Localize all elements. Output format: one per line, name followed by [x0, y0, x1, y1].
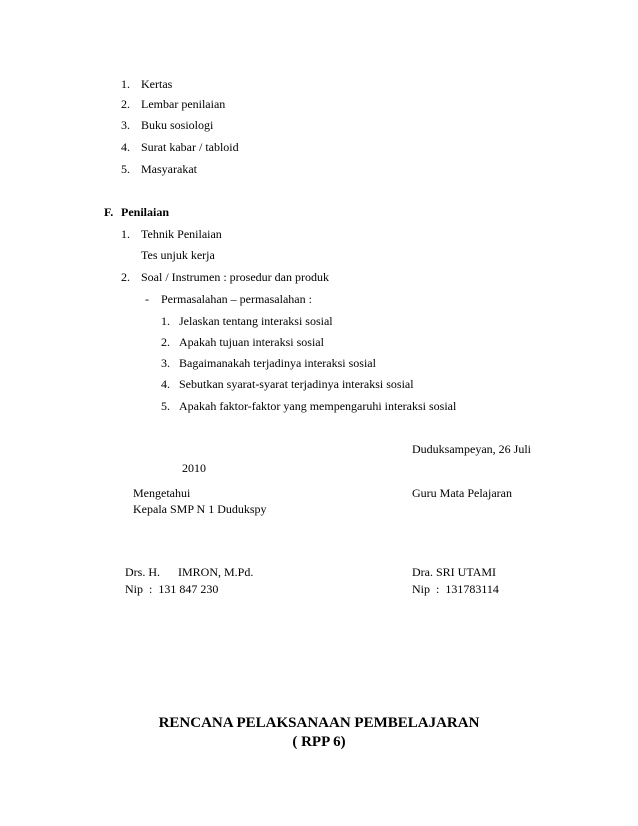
- question-number: 2.: [161, 335, 170, 349]
- question-number: 1.: [161, 314, 170, 328]
- left-signer-line1: Mengetahui: [133, 486, 191, 500]
- list-item: Masyarakat: [141, 162, 197, 176]
- question-item: Bagaimanakah terjadinya interaksi sosial: [179, 356, 376, 370]
- list-number: 1.: [121, 77, 130, 91]
- question-item: Apakah tujuan interaksi sosial: [179, 335, 324, 349]
- left-signer-nip: Nip : 131 847 230: [125, 582, 219, 596]
- sub-heading: Permasalahan – permasalahan :: [161, 292, 312, 306]
- left-signer-title: Kepala SMP N 1 Dudukspy: [133, 502, 267, 516]
- list-item: Tehnik Penilaian: [141, 227, 222, 241]
- right-signer-name: Dra. SRI UTAMI: [412, 565, 497, 579]
- teknik-value: Tes unjuk kerja: [141, 248, 215, 262]
- list-item: Soal / Instrumen : prosedur dan produk: [141, 270, 329, 284]
- left-signer-name: Drs. H. IMRON, M.Pd.: [125, 565, 254, 579]
- list-number: 3.: [121, 118, 130, 132]
- page-subtitle: ( RPP 6): [292, 734, 346, 750]
- list-number: 2.: [121, 270, 130, 284]
- question-number: 4.: [161, 377, 170, 391]
- list-item: Lembar penilaian: [141, 97, 226, 111]
- question-item: Sebutkan syarat-syarat terjadinya interaksi sosial: [179, 377, 414, 391]
- section-heading: Penilaian: [121, 205, 170, 219]
- date-year: 2010: [182, 461, 206, 475]
- list-number: 5.: [121, 162, 130, 176]
- list-item: Surat kabar / tabloid: [141, 140, 239, 154]
- question-item: Apakah faktor-faktor yang mempengaruhi interaksi sosial: [179, 399, 457, 413]
- question-number: 3.: [161, 356, 170, 370]
- list-number: 2.: [121, 97, 130, 111]
- list-number: 4.: [121, 140, 130, 154]
- right-signer-nip: Nip : 131783114: [412, 582, 499, 596]
- section-letter: F.: [104, 205, 114, 219]
- place-date: Duduksampeyan, 26 Juli: [412, 442, 531, 456]
- page-title: RENCANA PELAKSANAAN PEMBELAJARAN: [158, 715, 480, 731]
- list-item: Kertas: [141, 77, 173, 91]
- question-number: 5.: [161, 399, 170, 413]
- list-item: Buku sosiologi: [141, 118, 214, 132]
- right-signer-title: Guru Mata Pelajaran: [412, 486, 512, 500]
- question-item: Jelaskan tentang interaksi sosial: [179, 314, 333, 328]
- bullet: -: [145, 292, 149, 306]
- list-number: 1.: [121, 227, 130, 241]
